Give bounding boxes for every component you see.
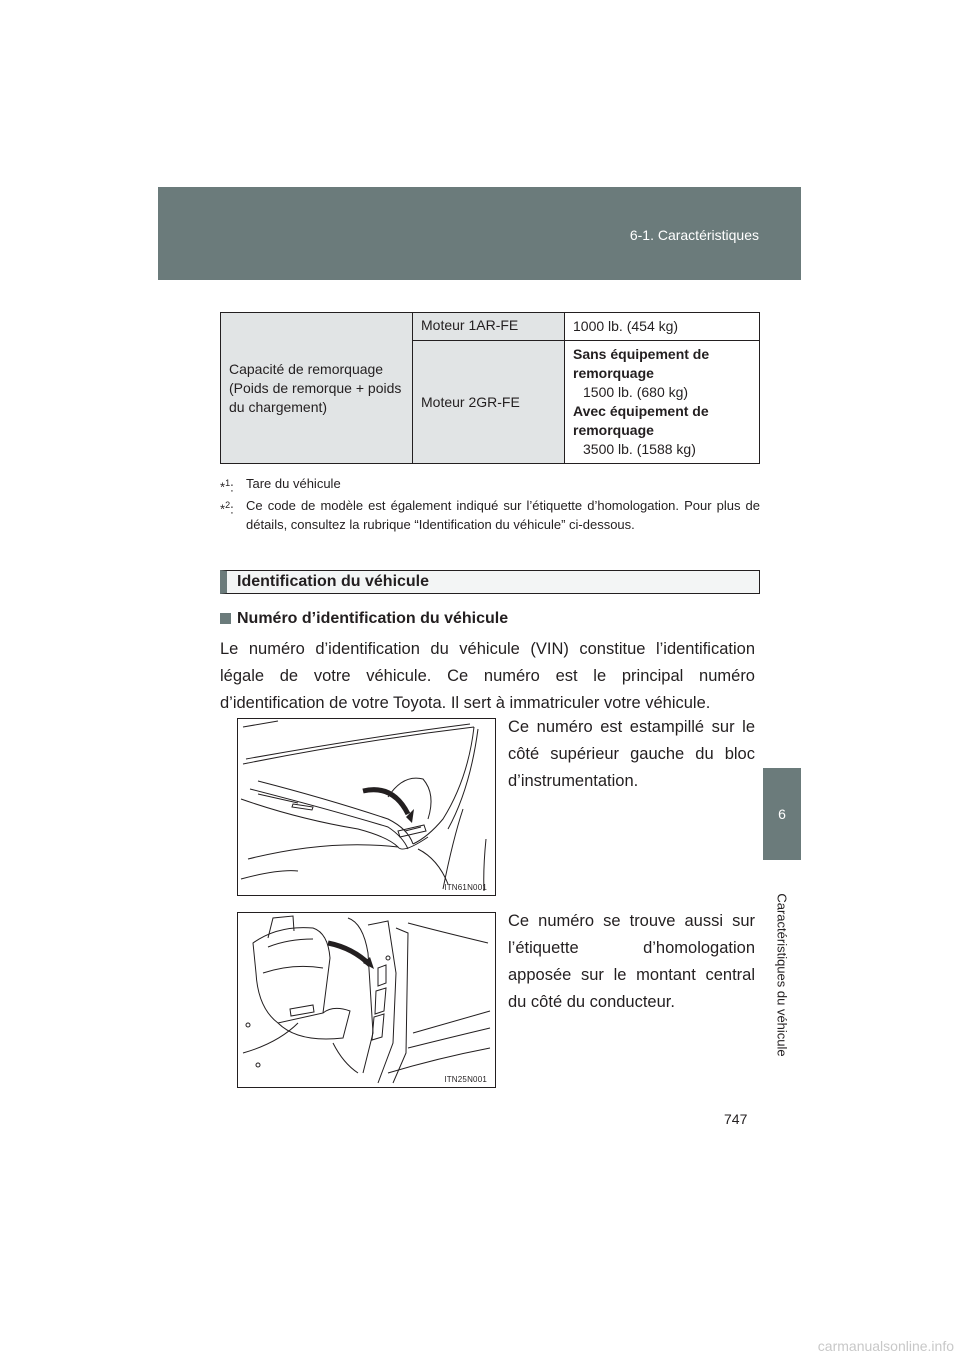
footnote-star: *: [220, 501, 226, 517]
chapter-number: 6: [763, 768, 801, 860]
page-number: 747: [724, 1111, 748, 1127]
table-row: [221, 313, 760, 341]
section-heading: Identification du véhicule: [220, 570, 760, 594]
figure-code: ITN25N001: [444, 1075, 487, 1084]
footnote: *$^2$: Ce code de modèle est également indiqué sur l’étiquette d’homologation. Pour plus de détails, consultez la rubrique “Identification du véhicule” ci-dessous.: [220, 498, 760, 533]
figure-code: ITN61N001: [444, 883, 487, 892]
engine-cell: Moteur 2GR-FE: [413, 341, 565, 464]
footer-watermark: carmanualsonline.info: [817, 1338, 954, 1354]
engine-cell: Moteur 1AR-FE: [413, 313, 565, 341]
square-bullet-icon: [220, 613, 231, 624]
value-cell: 1000 lb. (454 kg): [565, 313, 760, 341]
windshield-dashboard-icon: [238, 719, 495, 895]
figure-description: Ce numéro est estampillé sur le côté supérieur gauche du bloc d’instrumentation.: [508, 718, 755, 790]
footnote: *$^1$: Tare du véhicule: [220, 474, 760, 496]
door-pillar-label-illustration: [237, 912, 496, 1088]
without-equipment-label: Sans équipement de remorquage: [573, 346, 710, 381]
chapter-tab: [763, 768, 801, 1090]
footnote-text: Ce code de modèle est également indiqué sur l’étiquette d’homologation. Pour plus de détails, consultez la rubrique “Identification du véhicule” ci-dessous.: [246, 498, 760, 533]
footnote-number: 1: [225, 478, 231, 488]
header-band: [158, 187, 801, 280]
section-label: 6-1. Caractéristiques: [629, 227, 759, 243]
footnote-number: 2: [225, 500, 231, 511]
subheading-text: Numéro d’identification du véhicule: [237, 610, 509, 627]
towing-capacity-table: [220, 312, 760, 464]
chapter-label-box: [763, 860, 801, 1090]
with-equipment-value: 3500 lb. (1588 kg): [583, 441, 696, 457]
footnote-text: Tare du véhicule: [246, 476, 341, 491]
footnotes: [220, 474, 760, 534]
figure-description: Ce numéro se trouve aussi sur l’étiquette d’homologation apposée sur le montant central du côté du conducteur.: [508, 912, 755, 1011]
subheading: [220, 610, 508, 628]
chapter-label: Caractéristiques du véhicule: [774, 893, 790, 1057]
driver-seat-door-icon: [238, 913, 495, 1087]
dashboard-vin-illustration: [237, 718, 496, 896]
without-equipment-value: 1500 lb. (680 kg): [583, 384, 689, 400]
value-cell: [565, 341, 760, 464]
footnote-star: *: [220, 479, 226, 495]
row-header-cell: Capacité de remorquage (Poids de remorque + poids du chargement): [221, 313, 413, 464]
body-paragraph: Le numéro d’identification du véhicule (VIN) constitue l’identification légale de votre véhicule. Ce numéro est le principal numéro d’identification de votre Toyota. Il sert à immatriculer votre véhicule.: [220, 640, 755, 712]
with-equipment-label: Avec équipement de remorquage: [573, 403, 709, 438]
